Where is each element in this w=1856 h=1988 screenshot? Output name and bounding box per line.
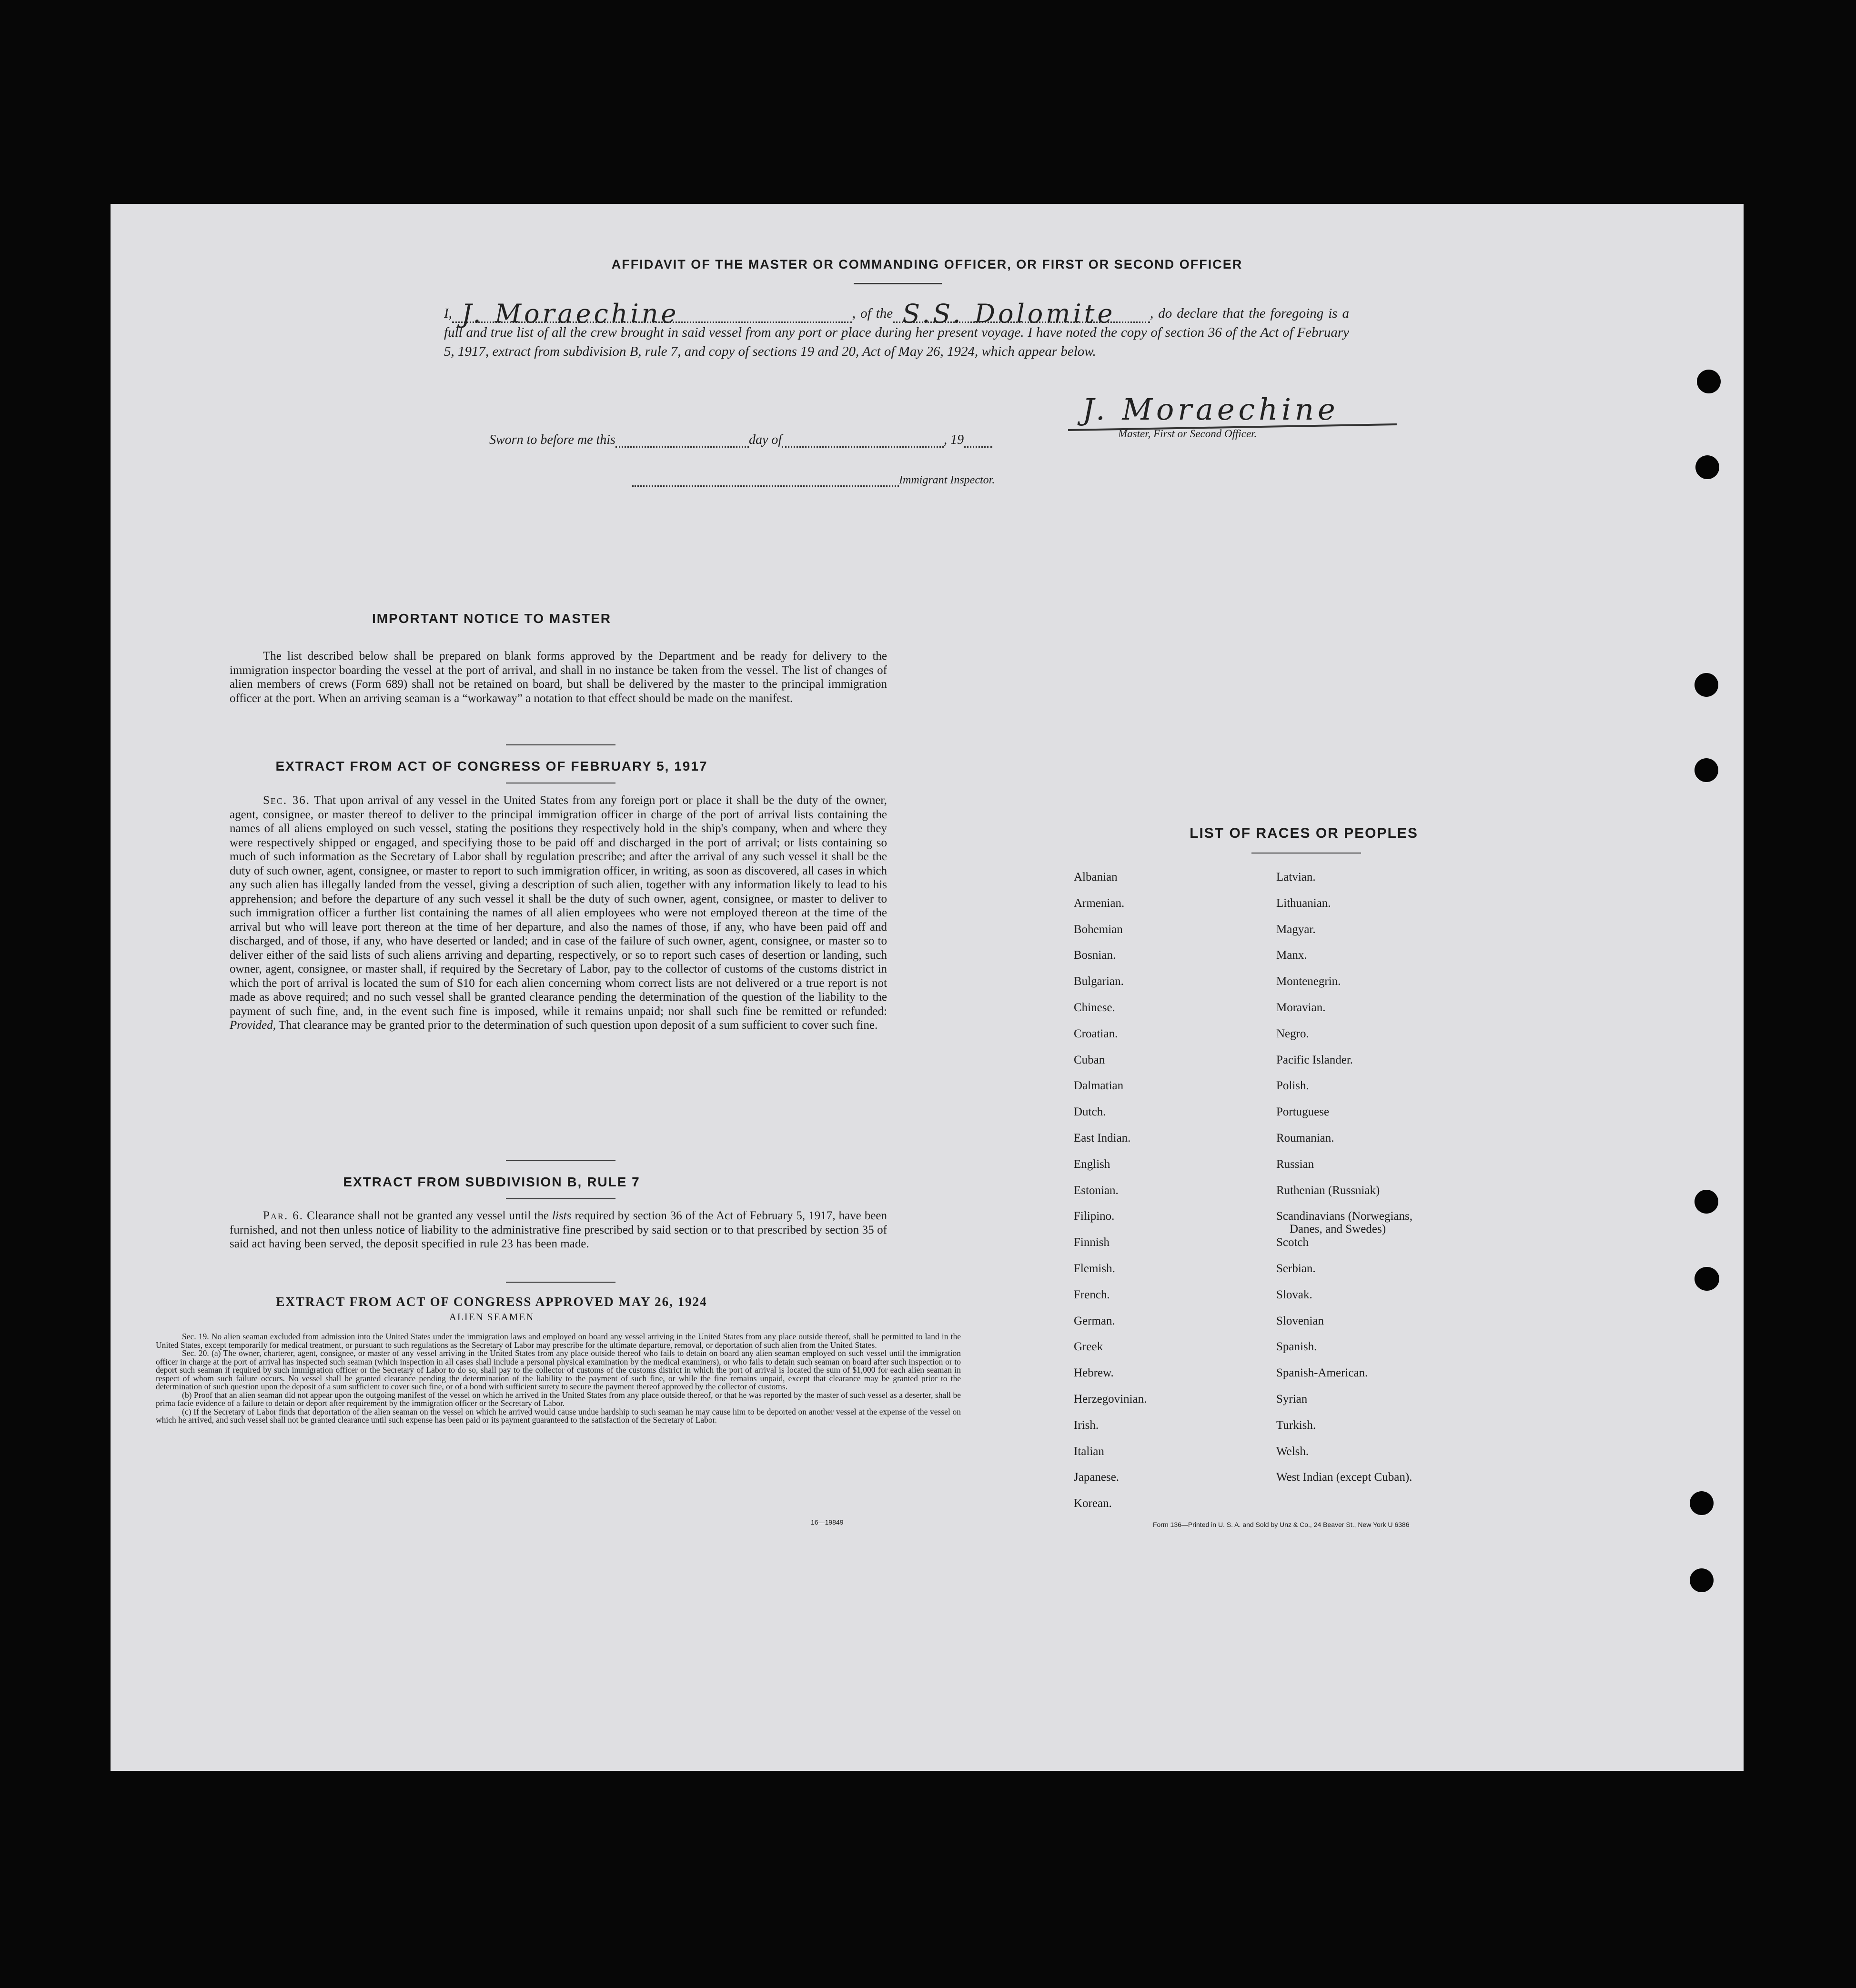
- extract-1924-text: [156, 1333, 961, 1425]
- declaration-body: that the foregoing is a full and true list of all the crew brought in said vessel from any port or place during her present voyage. I have noted the copy of section 36 of the Act of February 5, 1917, extract from subdivision B, rule 7, and copy of sections 19 and 20, Act of May 26, 1924, which appear below.: [444, 306, 1349, 359]
- race-item: Flemish.: [1074, 1262, 1115, 1275]
- race-item: Albanian: [1074, 871, 1118, 884]
- race-item: Portuguese: [1276, 1105, 1330, 1119]
- race-item: Croatian.: [1074, 1027, 1118, 1040]
- par-6-body-b: required by section 36 of the Act of February 5, 1917, have been furnished, and not then unless notice of liability to the administrative fine prescribed by said section or to that prescribed by section 35 of said act having been served, the deposit specified in rule 23 has been made.: [230, 1209, 888, 1250]
- race-item: West Indian (except Cuban).: [1276, 1471, 1412, 1484]
- binder-hole: [1697, 370, 1721, 393]
- sec-19-paragraph: Sec. 19. No alien seaman excluded from admission into the United States under the immigration laws and employed on board any vessel arriving in the United States from any place outside thereof, shall be permitted to land in the United States, except temporarily for medical treatment, or pursuant to such regulations as the Secretary of Labor may prescribe for the ultimate departure, removal, or deportation of such alien from the United States.: [156, 1332, 961, 1350]
- sworn-line: [489, 432, 992, 448]
- inspector-caption: Immigrant Inspector.: [899, 474, 995, 486]
- sec-20c-paragraph: (c) If the Secretary of Labor finds that deportation of the alien seaman on the vessel on which he arrived would cause undue hardship to such seaman he may cause him to be deported on another vessel at the expense of the vessel on which he arrived, and such vessel shall not be granted clearance until such expense has been paid or its payment guaranteed to the satisfaction of the Secretary of Labor.: [156, 1406, 961, 1425]
- race-item: Dutch.: [1074, 1105, 1106, 1119]
- race-item: Bohemian: [1074, 923, 1123, 936]
- race-item: Lithuanian.: [1276, 896, 1331, 910]
- race-item: Herzegovinian.: [1074, 1393, 1147, 1406]
- sworn-day-blank: [615, 434, 749, 448]
- race-item: Filipino.: [1074, 1210, 1115, 1223]
- binder-hole: [1695, 455, 1719, 479]
- races-title: LIST OF RACES OR PEOPLES: [1190, 825, 1418, 841]
- rule7-title: EXTRACT FROM SUBDIVISION B, RULE 7: [343, 1175, 640, 1189]
- master-name-handwriting: J. Moraechine: [461, 299, 679, 329]
- sworn-month-blank: [782, 434, 944, 448]
- vessel-name-handwriting: S.S. Dolomite: [902, 299, 1116, 329]
- race-item: Bosnian.: [1074, 949, 1116, 962]
- provided-word: Provided,: [230, 1019, 276, 1032]
- race-item: Magyar.: [1276, 923, 1316, 936]
- race-item: German.: [1074, 1314, 1115, 1327]
- race-item: Slovenian: [1276, 1314, 1324, 1327]
- race-item: Scandinavians (Norwegians,: [1276, 1210, 1413, 1223]
- signature-handwriting: J. Moraechine: [1082, 392, 1339, 427]
- extract-1924-top-divider: [506, 1282, 615, 1283]
- race-item: Moravian.: [1276, 1001, 1326, 1014]
- race-item: French.: [1074, 1288, 1110, 1301]
- sec-36-ending: That clearance may be granted prior to the determination of such question upon deposit of a sum sufficient to cover such fine.: [278, 1019, 878, 1032]
- affidavit-title: AFFIDAVIT OF THE MASTER OR COMMANDING OFFICER, OR FIRST OR SECOND OFFICER: [611, 257, 1243, 271]
- binder-hole: [1695, 1190, 1718, 1214]
- of-the-text: , of the: [852, 306, 893, 321]
- binder-hole: [1695, 673, 1718, 697]
- extract-1924-title: EXTRACT FROM ACT OF CONGRESS APPROVED MAY 26, 1924: [276, 1295, 707, 1309]
- vessel-name-field: [893, 299, 1150, 329]
- extract-1917-title: EXTRACT FROM ACT OF CONGRESS OF FEBRUARY 5, 1917: [275, 759, 708, 773]
- race-item: Latvian.: [1276, 871, 1316, 884]
- sec-36-body: That upon arrival of any vessel in the United States from any foreign port or place it shall be the duty of the owner, agent, consignee, or master thereof to deliver to the principal immigration officer in charge of the port of arrival lists containing the names of all aliens employed on such vessel, stating the positions they respectively hold in the ship's company, when and where they were respectively shipped or engaged, and specifying those to be paid off and discharged in the port of arrival; or lists containing so much of such information as the Secretary of Labor shall by regulation prescribe; and after the arrival of any such vessel it shall be the duty of such owner, agent, consignee, or master to report to such immigration officer, in writing, as soon as discovered, all cases in which any such alien has illegally landed from the vessel, giving a description of such alien, together with any information likely to lead to his apprehension; and before the departure of any such vessel it shall be the duty of such owner, agent, consignee, or master to deliver to such immigration officer a further list containing the names of all alien employees who were not employed thereon at the time of the arrival but who will leave port thereon at the time of her departure, and also the names of those, if any, who have been paid off and discharged, and of those, if any, who have deserted or landed; and in case of the failure of such owner, agent, consignee, or master so to deliver either of the said lists of such aliens arriving and departing, respectively, or so to report such cases of desertion or landing, such owner, agent, consignee, or master shall, if required by the Secretary of Labor, pay to the collector of customs of the customs district in which the port of arrival is located the sum of $10 for each alien concerning whom correct lists are not delivered or a true report is not made as above required; and no such vessel shall be granted clearance pending the determination of the question of the liability to the payment of such fine, and, in the event such fine is imposed, while it remains unpaid; nor shall such fine be remitted or refunded:: [230, 794, 888, 1018]
- alien-seamen-subtitle: ALIEN SEAMEN: [449, 1311, 535, 1323]
- race-item: Danes, and Swedes): [1290, 1223, 1386, 1236]
- race-item: Montenegrin.: [1276, 975, 1341, 988]
- race-item: East Indian.: [1074, 1132, 1131, 1145]
- race-item: Greek: [1074, 1340, 1103, 1354]
- par-6-body-a: Clearance shall not be granted any vessel until the: [307, 1209, 549, 1222]
- race-item: Italian: [1074, 1445, 1104, 1458]
- rule7-top-divider: [506, 1160, 615, 1161]
- par-6-label: Par. 6.: [263, 1209, 303, 1222]
- notice-text: The list described below shall be prepared on blank forms approved by the Department and be ready for delivery to the immigration inspector boarding the vessel at the port of arrival, and shall in no instance be taken from the vessel. The list of changes of alien members of crews (Form 689) shall not be retained on board, but shall be delivered by the master to the principal immigration officer at the port. When an arriving seaman is a “workaway” a notation to that effect should be made on the manifest.: [230, 650, 887, 705]
- rule7-divider: [506, 1198, 615, 1199]
- race-item: Serbian.: [1276, 1262, 1316, 1275]
- race-item: Turkish.: [1276, 1418, 1316, 1432]
- master-name-field: [452, 299, 852, 329]
- do-declare-text: , do declare: [1150, 306, 1218, 321]
- race-item: Cuban: [1074, 1053, 1105, 1066]
- race-item: Chinese.: [1074, 1001, 1115, 1014]
- form-number: 16—19849: [811, 1518, 844, 1526]
- race-item: Manx.: [1276, 949, 1307, 962]
- affidavit-declaration: [444, 299, 1349, 361]
- sec-36-label: Sec. 36.: [263, 794, 310, 807]
- binder-hole: [1690, 1568, 1714, 1592]
- race-item: Pacific Islander.: [1276, 1053, 1353, 1066]
- form-printer-line: Form 136—Printed in U. S. A. and Sold by Unz & Co., 24 Beaver St., New York U 6386: [1153, 1521, 1410, 1528]
- lists-word: lists: [552, 1209, 572, 1222]
- sworn-year-label: , 19: [944, 432, 964, 447]
- document-page: [111, 204, 1744, 1771]
- binder-hole: [1695, 758, 1718, 782]
- race-item: Negro.: [1276, 1027, 1309, 1040]
- race-item: Hebrew.: [1074, 1366, 1114, 1380]
- inspector-blank: [632, 473, 899, 487]
- notice-divider: [506, 744, 615, 745]
- signature-caption: Master, First or Second Officer.: [1118, 428, 1257, 440]
- notice-title: IMPORTANT NOTICE TO MASTER: [372, 611, 612, 626]
- race-item: Welsh.: [1276, 1445, 1309, 1458]
- race-item: Irish.: [1074, 1418, 1099, 1432]
- race-item: Finnish: [1074, 1236, 1110, 1249]
- race-item: Scotch: [1276, 1236, 1309, 1249]
- binder-hole: [1690, 1491, 1714, 1515]
- title-divider: [854, 283, 942, 284]
- sec-20b-paragraph: (b) Proof that an alien seaman did not appear upon the outgoing manifest of the vessel on which he arrived in the United States from any place outside thereof, or that he was reported by the master of such vessel as a deserter, shall be prima facie evidence of a failure to detain or deport after requirement by the immigration officer or the Secretary of Labor.: [156, 1390, 961, 1408]
- intro-i: I,: [444, 306, 452, 321]
- extract-1917-text: [230, 793, 887, 1033]
- race-item: Dalmatian: [1074, 1079, 1124, 1093]
- race-item: English: [1074, 1157, 1110, 1171]
- sworn-year-blank: [964, 434, 992, 448]
- race-item: Japanese.: [1074, 1471, 1120, 1484]
- race-item: Ruthenian (Russniak): [1276, 1184, 1380, 1197]
- rule7-text: [230, 1209, 887, 1251]
- race-item: Spanish.: [1276, 1340, 1317, 1354]
- race-item: Syrian: [1276, 1393, 1308, 1406]
- sworn-day-label: day of: [748, 432, 782, 447]
- sec-20a-paragraph: Sec. 20. (a) The owner, charterer, agent, consignee, or master of any vessel arriving in the United States from any place outside thereof who fails to detain on board any alien seaman employed on such vessel until the immigration officer in charge at the port of arrival has inspected such seaman (which inspection in all cases shall include a personal physical examination by the medical examiners), or who fails to detain such seaman on board after such inspection or to deport such seaman if required by such immigration officer or the Secretary of Labor to do so, shall pay to the collector of customs of the customs district in which the port of arrival is located the sum of $1,000 for each alien seaman in respect of whom such failure occurs. No vessel shall be granted clearance pending the determination of the liability to the payment of such fine, or while the fine remains unpaid, except that clearance may be granted prior to the determination of such question upon the deposit of a sum sufficient to cover such fine, or of a bond with sufficient surety to secure the payment thereof approved by the collector of customs.: [156, 1348, 961, 1391]
- race-item: Bulgarian.: [1074, 975, 1124, 988]
- race-item: Slovak.: [1276, 1288, 1312, 1301]
- inspector-line: [632, 473, 995, 487]
- race-item: Russian: [1276, 1157, 1314, 1171]
- race-item: Spanish-American.: [1276, 1366, 1368, 1380]
- race-item: Polish.: [1276, 1079, 1309, 1093]
- race-item: Roumanian.: [1276, 1132, 1334, 1145]
- binder-hole: [1695, 1267, 1719, 1291]
- race-item: Estonian.: [1074, 1184, 1119, 1197]
- master-signature: [1068, 392, 1402, 444]
- sworn-prefix: Sworn to before me this: [489, 432, 615, 447]
- race-item: Korean.: [1074, 1497, 1112, 1510]
- race-item: Armenian.: [1074, 896, 1125, 910]
